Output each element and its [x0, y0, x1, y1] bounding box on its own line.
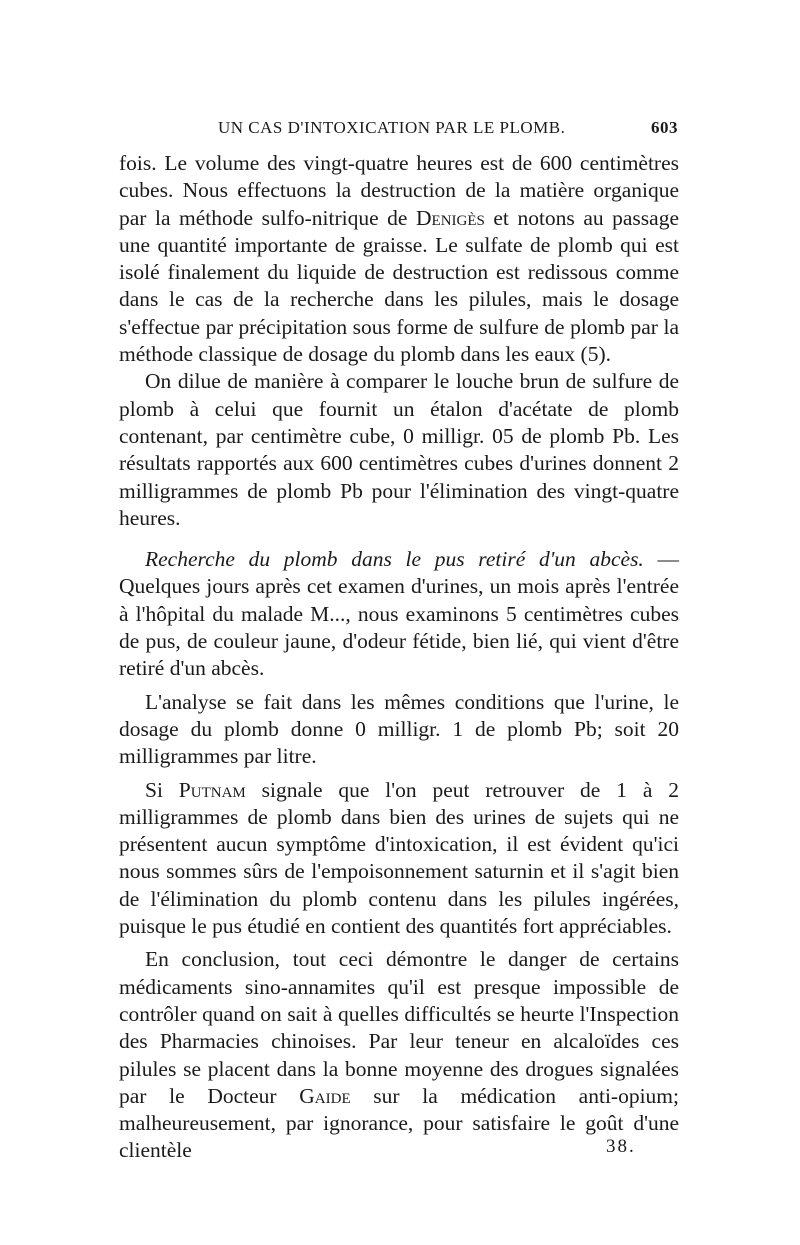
paragraph-dilution: On dilue de manière à comparer le louche brun de sulfure de plomb à celui que fournit un étalon d'acétate de plomb contenant, par centimètre cube, 0 milligr. 05 de plomb Pb. Les résultats rapportés aux 600 centimètres cubes d'urines donnent 2 milligrammes de plomb Pb pour l'élimination des vingt-quatre heures.: [119, 369, 679, 530]
body-text: [119, 150, 679, 1165]
paragraph-text: signale que l'on peut retrouver de 1 à 2 milligrammes de plomb dans bien des urines de sujets qui ne présentent aucun symptôme d'intoxication, il est évident qu'ici nous sommes sûrs de l'empoisonnement saturnin et il s'agit bien de l'élimination du plomb contenu dans les pilules ingérées, puisque le pus étudié en contient des quantités fort appréciables.: [119, 777, 679, 939]
paragraph-text: sur la médication anti-opium; malheureusement, par ignorance, pour satisfaire le goût d'une clientèle: [119, 1083, 679, 1163]
section-heading: Recherche du plomb dans le pus retiré d'un abcès.: [145, 547, 644, 572]
page-number: 603: [651, 118, 678, 137]
paragraph-analysis-result: L'analyse se fait dans les mêmes conditions que l'urine, le dosage du plomb donne 0 milligr. 1 de plomb Pb; soit 20 milligrammes par litre.: [119, 689, 679, 769]
paragraph-conclusion: [119, 946, 679, 1164]
paragraph-text: et notons au passage une quantité importante de graisse. Le sulfate de plomb qui est isolé finalement du liquide de destruction est redissous comme dans le cas de la recherche dans les pilules, mais le dosage s'effectue par précipitation sous forme de sulfure de plomb par la méthode classique de dosage du plomb dans les eaux (5).: [119, 205, 680, 367]
paragraph-text: — Quelques jours après cet examen d'urines, un mois après l'entrée à l'hôpital du malade M..., nous examinons 5 centimètres cubes de pus, de couleur jaune, d'odeur fétide, bien lié, qui vient d'être retiré d'un abcès.: [119, 547, 679, 681]
author-name-deniges: Denigès: [416, 205, 485, 230]
running-title: UN CAS D'INTOXICATION PAR LE PLOMB.: [218, 118, 566, 137]
author-name-gaide: Gaide: [299, 1083, 351, 1108]
running-header: [120, 118, 678, 142]
paragraph-text: En conclusion, tout ceci démontre le danger de certains médicaments sino-annamites qu'il est presque impossible de contrôler quand on sait à quelles difficultés se heurte l'Inspection des Pharmacies chinoises. Par leur teneur en alcaloïdes ces pilules se placent dans la bonne moyenne des drogues signalées par le Docteur: [119, 947, 679, 1108]
paragraph-pus-analysis: [119, 546, 679, 682]
paragraph-continuation: [119, 150, 679, 368]
paragraph-putnam: [119, 777, 679, 941]
paragraph-text: Si: [145, 777, 179, 802]
signature-mark: 38.: [606, 1136, 636, 1157]
paragraph-text: fois. Le volume des vingt-quatre heures est de 600 centimètres cubes. Nous effectuons la destruction de la matière organique par la méthode sulfo-nitrique de: [119, 151, 679, 230]
author-name-putnam: Putnam: [178, 777, 246, 802]
